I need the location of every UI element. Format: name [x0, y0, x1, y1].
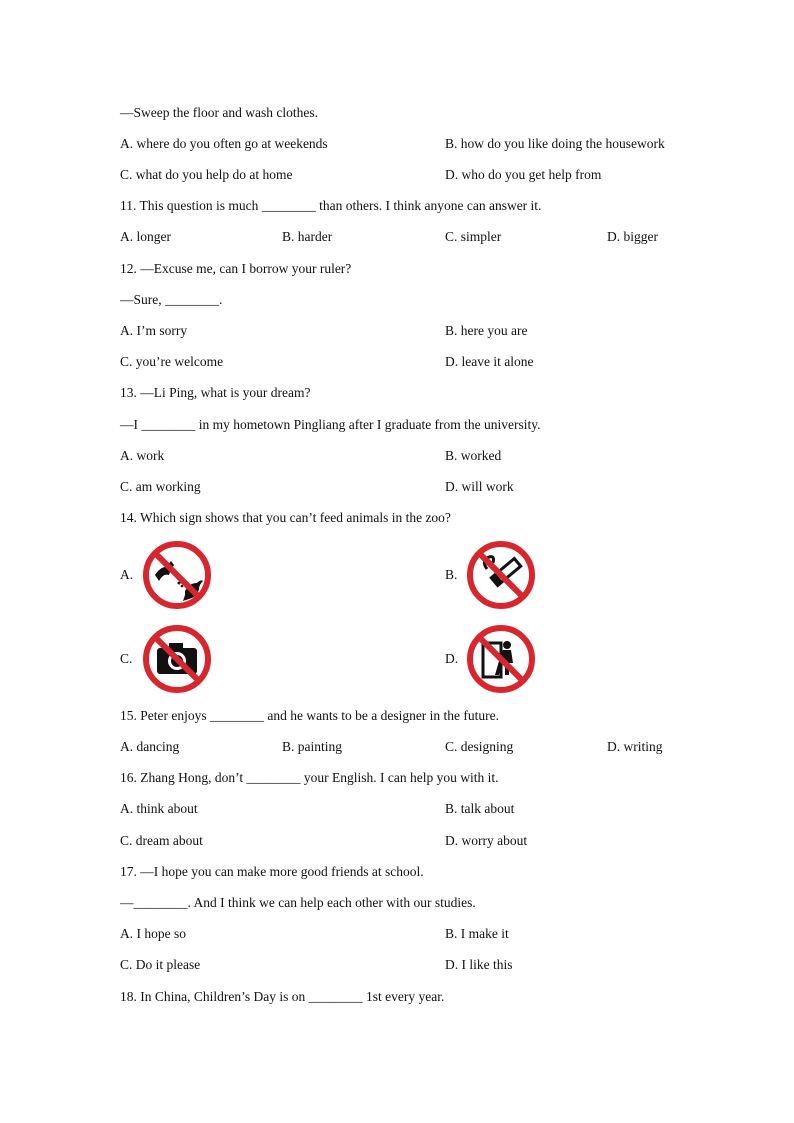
q13-response: —I ________ in my hometown Pingliang after I graduate from the university. [120, 417, 541, 432]
q12-response: —Sure, ________. [120, 292, 223, 307]
no-feeding-sign-icon [141, 539, 213, 611]
q16-option-b: B. talk about [445, 801, 515, 816]
q10-answer-line: —Sweep the floor and wash clothes. [120, 105, 318, 120]
q14-stem: 14. Which sign shows that you can’t feed animals in the zoo? [120, 510, 451, 525]
q12-option-d: D. leave it alone [445, 354, 534, 369]
q16-stem: 16. Zhang Hong, don’t ________ your English. I can help you with it. [120, 770, 499, 785]
q11-option-d: D. bigger [607, 229, 658, 244]
q13-option-d: D. will work [445, 479, 514, 494]
q13-stem: 13. —Li Ping, what is your dream? [120, 385, 311, 400]
q15-stem: 15. Peter enjoys ________ and he wants to be a designer in the future. [120, 708, 500, 723]
q17-option-c: C. Do it please [120, 957, 201, 972]
q11-option-b: B. harder [282, 229, 333, 244]
q16-option-c: C. dream about [120, 833, 203, 848]
q12-option-b: B. here you are [445, 323, 528, 338]
q17-stem: 17. —I hope you can make more good friends at school. [120, 864, 424, 879]
q12-option-a: A. I’m sorry [120, 323, 188, 338]
q17-option-d: D. I like this [445, 957, 513, 972]
q14-option-c-label: C. [120, 651, 133, 666]
q12-option-c: C. you’re welcome [120, 354, 224, 369]
q18-stem: 18. In China, Children’s Day is on ________ 1st every year. [120, 989, 445, 1004]
q15-option-d: D. writing [607, 739, 663, 754]
q10-option-c: C. what do you help do at home [120, 167, 293, 182]
q10-option-a: A. where do you often go at weekends [120, 136, 328, 151]
q17-option-a: A. I hope so [120, 926, 186, 941]
q16-option-a: A. think about [120, 801, 198, 816]
q15-option-a: A. dancing [120, 739, 180, 754]
q10-option-d: D. who do you get help from [445, 167, 602, 182]
q13-option-c: C. am working [120, 479, 201, 494]
q12-stem: 12. —Excuse me, can I borrow your ruler? [120, 261, 352, 276]
q11-stem: 11. This question is much ________ than others. I think anyone can answer it. [120, 198, 542, 213]
q13-option-a: A. work [120, 448, 165, 463]
q14-option-b-label: B. [445, 567, 458, 582]
q14-option-d-label: D. [445, 651, 459, 666]
q10-option-b: B. how do you like doing the housework [445, 136, 665, 151]
q13-option-b: B. worked [445, 448, 502, 463]
no-smoking-sign-icon [465, 539, 537, 611]
q17-option-b: B. I make it [445, 926, 509, 941]
q15-option-c: C. designing [445, 739, 514, 754]
no-photography-sign-icon [141, 623, 213, 695]
q15-option-b: B. painting [282, 739, 342, 754]
q11-option-c: C. simpler [445, 229, 502, 244]
q14-option-a-label: A. [120, 567, 134, 582]
q17-response: —________. And I think we can help each other with our studies. [120, 895, 476, 910]
q11-option-a: A. longer [120, 229, 171, 244]
q16-option-d: D. worry about [445, 833, 528, 848]
no-entry-sign-icon [465, 623, 537, 695]
